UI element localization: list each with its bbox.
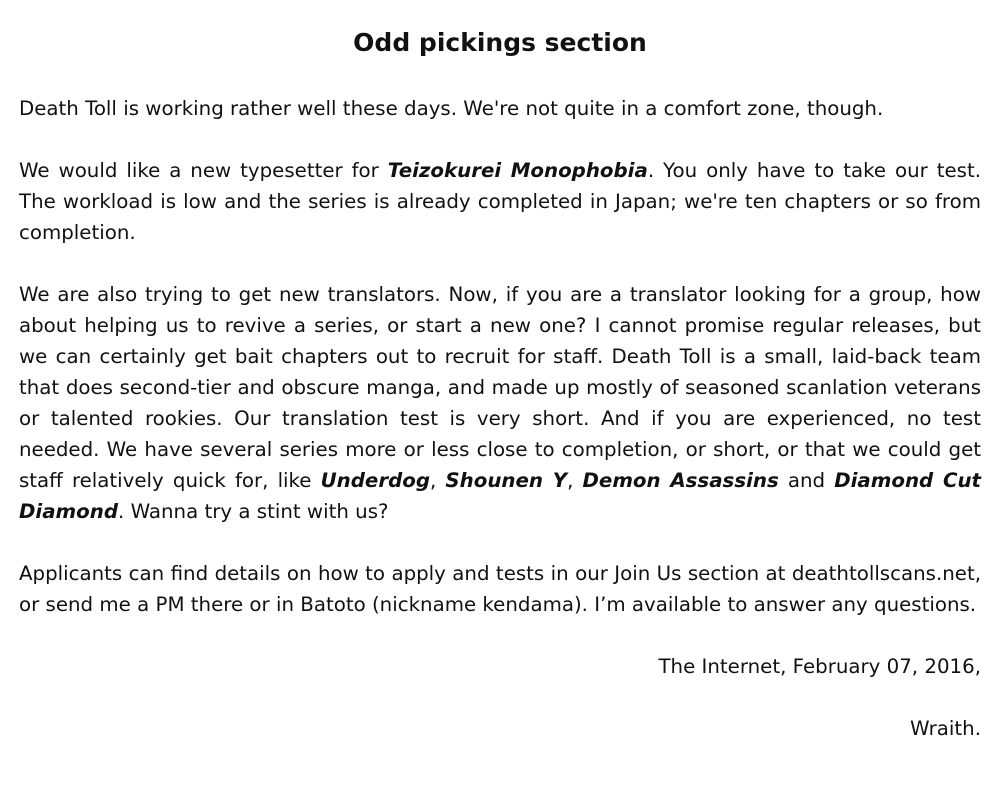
applicants-paragraph: Applicants can find details on how to apply and tests in our Join Us section at deathtollscans.net, or send me a PM there or in Batoto (nickname kendama). I’m available to answer any questions. — [19, 562, 981, 616]
separator-2: , — [567, 469, 583, 492]
typesetter-paragraph — [19, 155, 981, 248]
separator-1: , — [430, 469, 446, 492]
series-diamond-cut-diamond: Diamond Cut Diamond — [19, 469, 981, 523]
translator-paragraph — [19, 279, 981, 527]
page-title: Odd pickings section — [353, 28, 647, 57]
typesetter-text-b: . You only have to take our test. The workload is low and the series is already completed in Japan; we're ten chapters or so from completion. — [19, 159, 981, 244]
translator-text-a: We are also trying to get new translators. Now, if you are a translator looking for a group, how about helping us to revive a series, or start a new one? I cannot promise regular releases, but we can certainly get bait chapters out to recruit for staff. Death Toll is a small, laid-back team that does second-tier and obscure manga, and made up mostly of seasoned scanlation veterans or talented rookies. Our translation test is very short. And if you are experienced, no test needed. We have several series more or less close to completion, or short, or that we could get staff relatively quick for, like — [19, 283, 981, 492]
signature: Wraith. — [909, 717, 981, 740]
translator-text-d: . Wanna try a stint with us? — [118, 500, 389, 523]
separator-3: and — [778, 469, 835, 492]
series-demon-assassins: Demon Assassins — [582, 469, 779, 492]
series-underdog: Underdog — [320, 469, 430, 492]
series-teizokurei: Teizokurei Monophobia — [387, 159, 648, 182]
series-shounen-y: Shounen Y — [445, 469, 568, 492]
typesetter-text-a: We would like a new typesetter for — [19, 159, 388, 182]
dateline: The Internet, February 07, 2016, — [658, 655, 981, 678]
status-paragraph: Death Toll is working rather well these days. We're not quite in a comfort zone, though. — [19, 97, 884, 120]
